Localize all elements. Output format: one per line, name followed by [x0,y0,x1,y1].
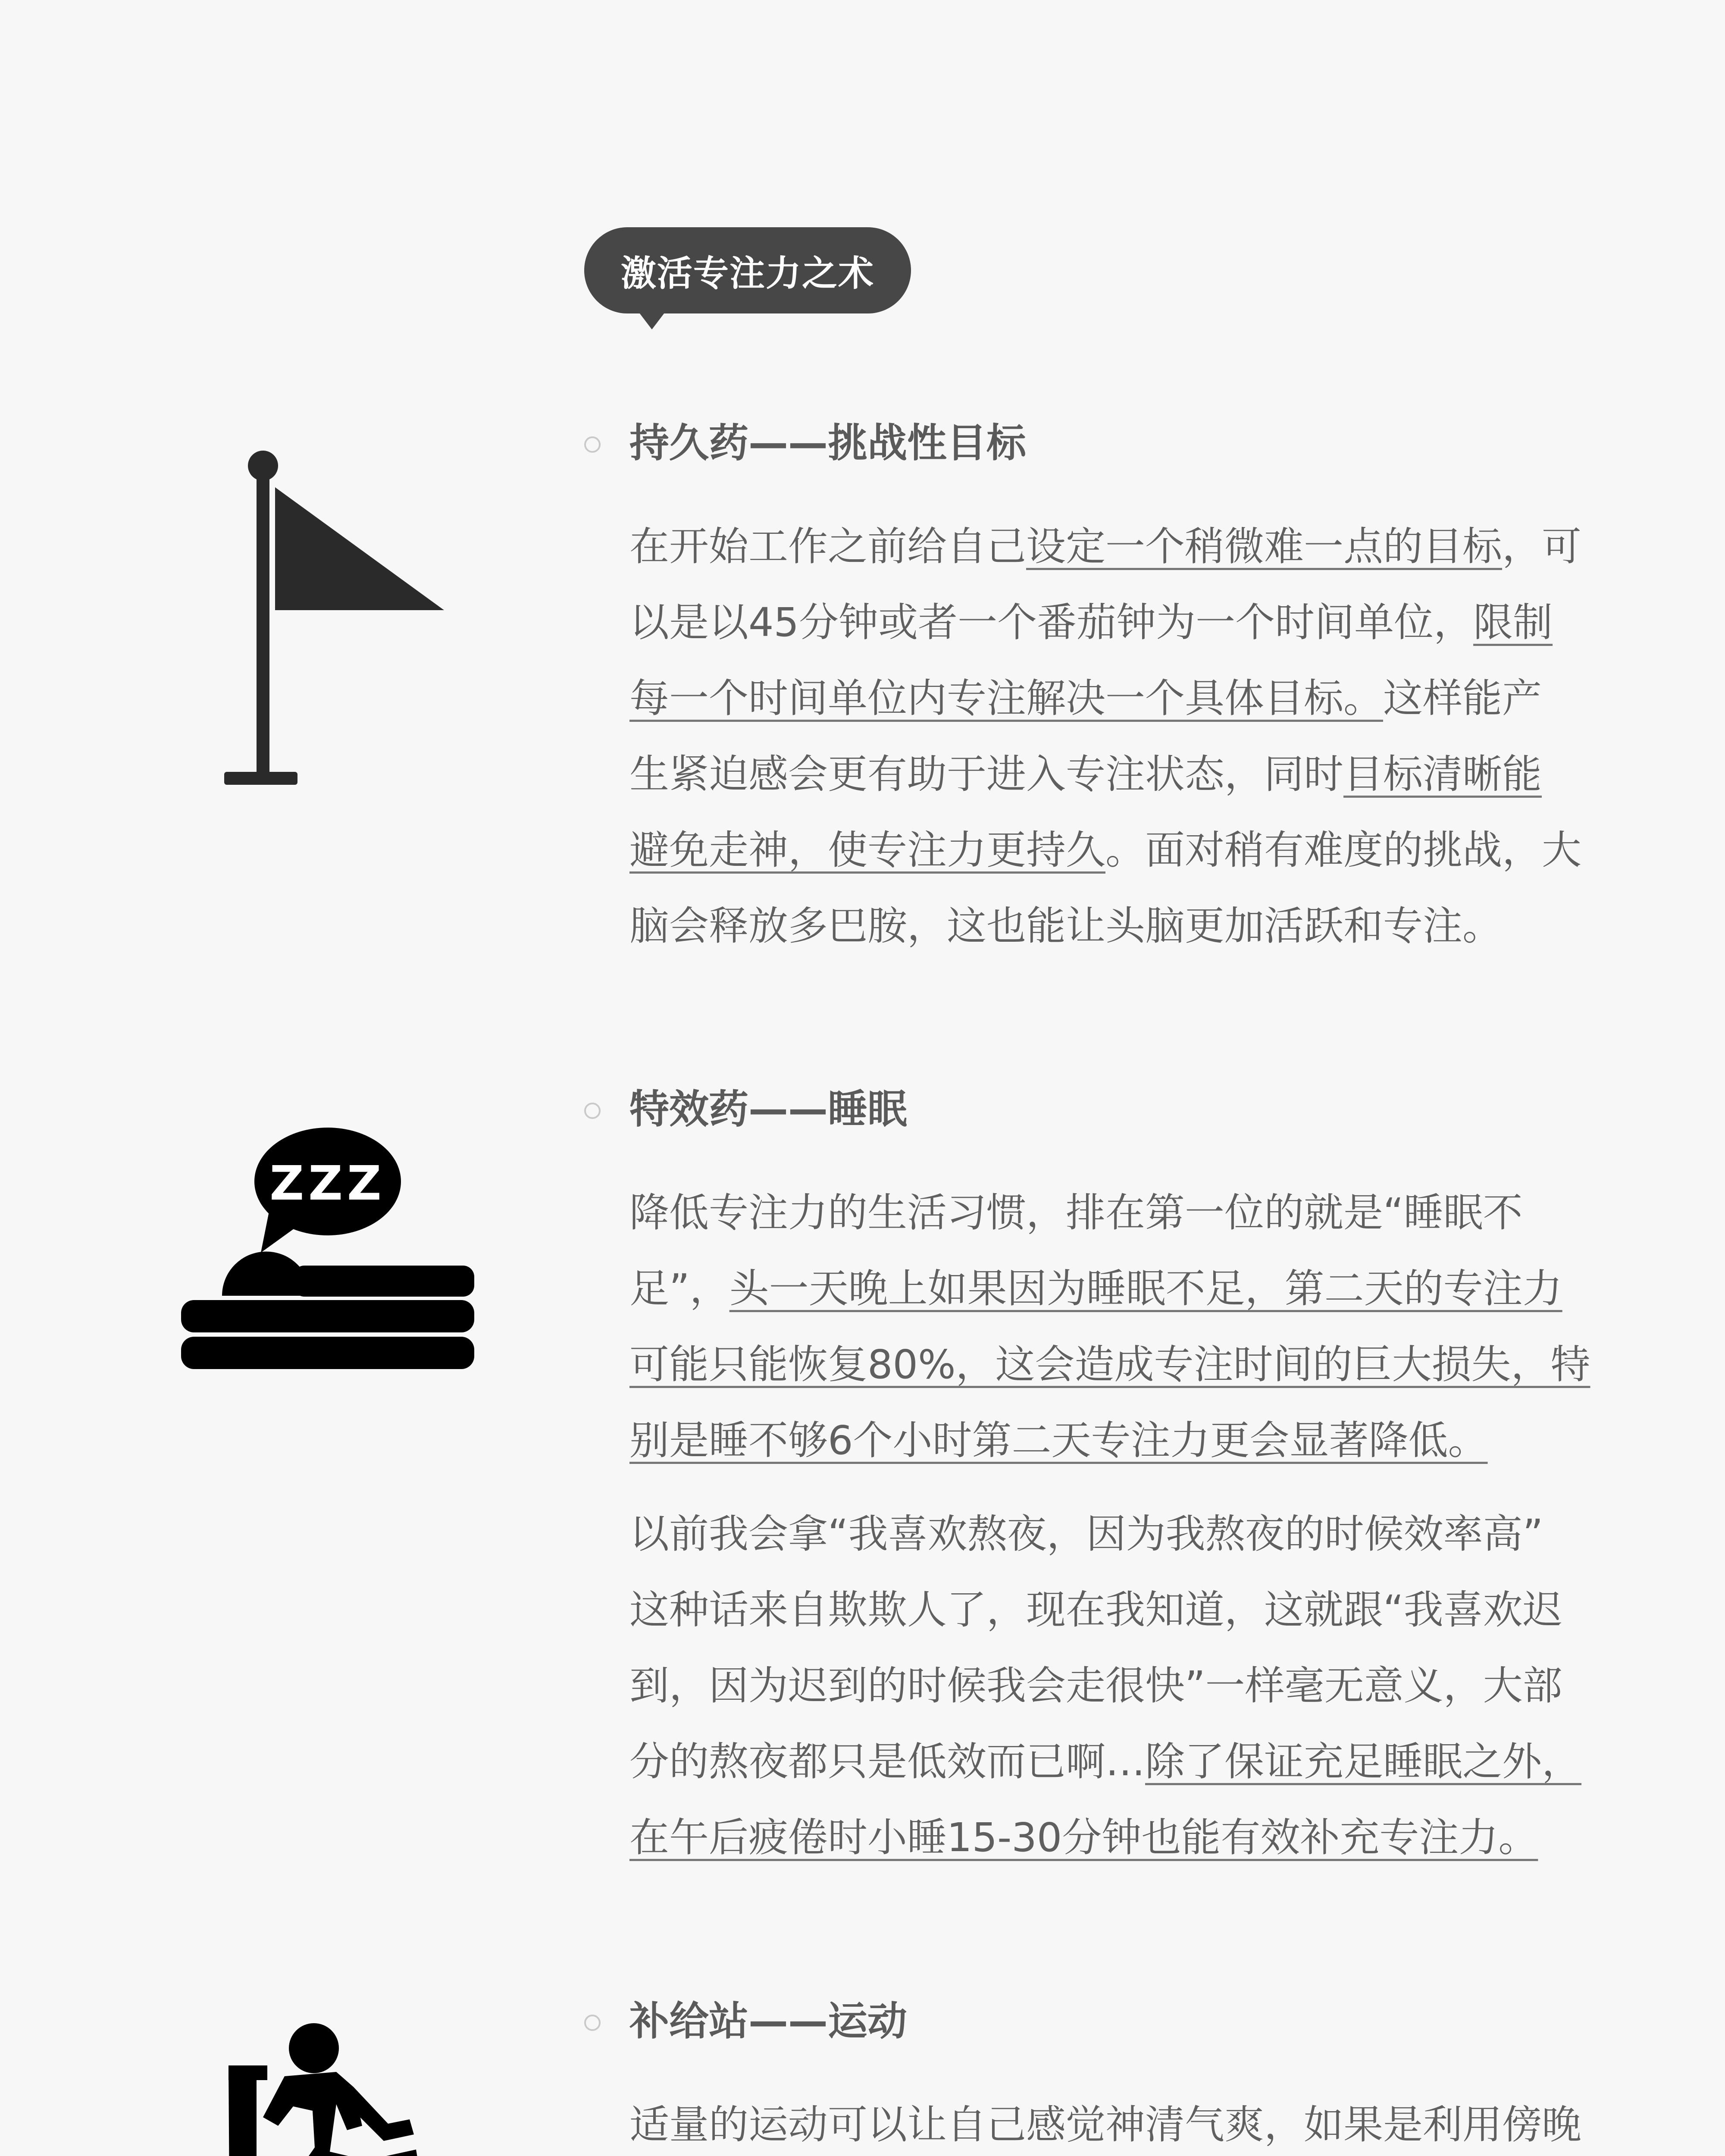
text-line [629,509,1582,585]
text-line [629,812,1582,888]
body-text: 降低专注力的生活习惯，排在第一位的就是“睡眠不 [629,1190,1523,1236]
zzz-text: ZZZ [269,1156,386,1211]
text-line [629,2087,1582,2156]
highlight-text: 限制 [1473,599,1553,646]
highlight-text: 目标清晰能 [1343,751,1542,797]
section-title: 特效药——睡眠 [629,1086,908,1132]
text-line [629,1800,1569,1876]
body-text: 以前我会拿“我喜欢熬夜，因为我熬夜的时候效率高” [629,1511,1543,1557]
text-line [629,661,1569,736]
text-line [629,585,1569,661]
text-line [629,1327,1590,1403]
tag-pointer [638,311,666,329]
text-line [629,888,1569,964]
highlight-text: 可能只能恢复80%，这会造成专注时间的巨大损失，特 [629,1341,1590,1388]
highlight-text: 在午后疲倦时小睡15-30分钟也能有效补充专注力。 [629,1814,1538,1861]
body-text: 分的熬夜都只是低效而已啊… [629,1739,1146,1785]
highlight-text: 设定一个稍微难一点的目标 [1026,523,1503,570]
highlight-text: 头一天晚上如果因为睡眠不足，第二天的专注力 [729,1266,1562,1312]
sleep-icon [181,1125,479,1371]
section-body [629,1496,1582,1876]
body-text: 。面对稍有难度的挑战，大 [1105,827,1582,873]
body-text: 以是以45分钟或者一个番茄钟为一个时间单位， [629,599,1474,646]
body-text: 适量的运动可以让自己感觉神清气爽，如果是利用傍晚 [629,2102,1582,2148]
highlight-text: 除了保证充足睡眠之外， [1145,1739,1582,1785]
section-tag-label: 激活专注力之术 [620,253,874,294]
section-title: 持久药——挑战性目标 [629,420,1027,466]
text-line [629,1251,1569,1327]
text-line [629,736,1569,812]
body-text: 这样能产 [1383,675,1542,721]
body-text: ，可 [1502,523,1582,570]
bullet-icon [584,436,601,453]
section-title: 补给站——运动 [629,1998,908,2044]
section-body [629,1175,1590,1479]
body-text: 脑会释放多巴胺，这也能让头脑更加活跃和专注。 [629,903,1503,949]
text-line [629,1648,1569,1724]
flag-icon [224,448,448,789]
body-text: 这种话来自欺欺人了，现在我知道，这就跟“我喜欢迟 [629,1587,1562,1633]
section-tag [584,227,911,313]
highlight-text: 每一个时间单位内专注解决一个具体目标。 [629,675,1384,721]
text-line [629,1724,1582,1800]
highlight-text: 别是睡不够6个小时第二天专注力更会显著降低。 [629,1417,1488,1463]
text-line [629,1572,1569,1648]
highlight-text: 避免走神，使专注力更持久 [629,827,1106,873]
section-body [629,2087,1582,2156]
body-text: 足”， [629,1266,729,1312]
body-text: 到，因为迟到的时候我会走很快”一样毫无意义，大部 [629,1663,1562,1709]
section-body [629,509,1582,964]
text-line [629,1175,1569,1251]
treadmill-icon [207,2018,474,2156]
body-text: 在开始工作之前给自己 [629,523,1027,570]
text-line [629,1496,1569,1572]
body-text: 生紧迫感会更有助于进入专注状态，同时 [629,751,1344,797]
text-line [629,1403,1569,1479]
bullet-icon [584,2015,601,2031]
bullet-icon [584,1103,601,1119]
